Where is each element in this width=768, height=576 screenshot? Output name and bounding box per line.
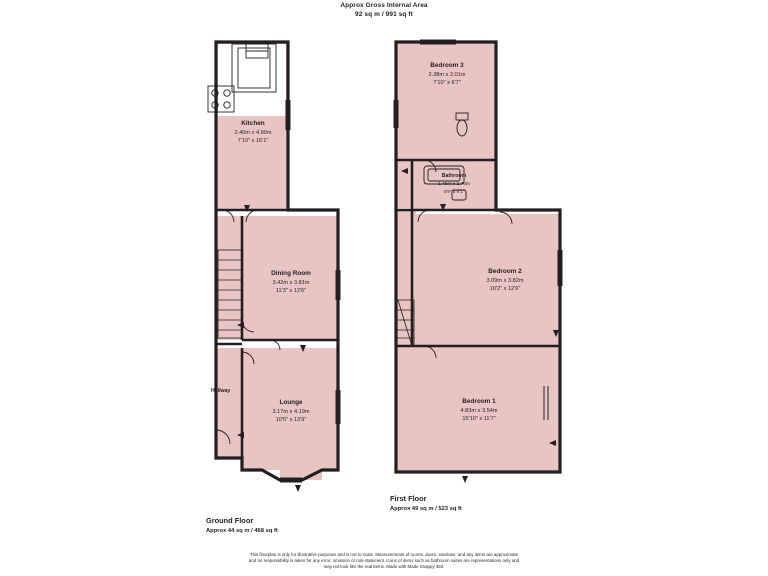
kitchen-sink-icon bbox=[246, 44, 268, 58]
kitchen-dim-imperial: 7'10" x 16'1" bbox=[237, 138, 269, 145]
ground-floor-caption bbox=[206, 516, 278, 534]
bathroom-name: Bathroom bbox=[441, 173, 467, 179]
kitchen-hob-icon bbox=[208, 86, 234, 112]
first-floor-view-arrows bbox=[401, 168, 559, 483]
dining-room-name: Dining Room bbox=[271, 270, 311, 277]
kitchen-dim-metric: 2.40m x 4.90m bbox=[234, 129, 272, 136]
toilet-icon bbox=[456, 113, 468, 136]
first-floor-windows bbox=[394, 40, 562, 420]
room-label-bedroom-1 bbox=[434, 398, 524, 424]
room-label-bathroom bbox=[411, 172, 497, 198]
first-floor-area: Approx 49 sq m / 523 sq ft bbox=[390, 506, 462, 512]
disclaimer-line-3: may not look like the real items. Made with Made Snappy 360. bbox=[323, 564, 445, 570]
bedroom2-dim-metric: 3.09m x 3.82m bbox=[486, 277, 524, 284]
kitchen-name: Kitchen bbox=[241, 120, 265, 127]
disclaimer bbox=[0, 552, 768, 571]
lounge-dim-imperial: 10'5" x 13'9" bbox=[275, 417, 307, 424]
ground-floor-view-arrows bbox=[237, 205, 306, 492]
room-label-kitchen bbox=[213, 120, 293, 146]
bedroom3-name: Bedroom 3 bbox=[430, 62, 464, 69]
room-label-hallway: Hallway bbox=[211, 388, 231, 394]
header-line-2: 92 sq m / 991 sq ft bbox=[355, 10, 413, 18]
room-label-bedroom-3 bbox=[404, 62, 490, 88]
first-floor-caption bbox=[390, 494, 462, 512]
first-floor-title: First Floor bbox=[390, 494, 427, 503]
header-line-1: Approx Gross Internal Area bbox=[340, 2, 428, 9]
dining-room-dim-metric: 3.42m x 3.81m bbox=[272, 279, 310, 286]
lounge-dim-metric: 3.17m x 4.19m bbox=[272, 408, 310, 415]
bathroom-dim-imperial: 4'9" x 9'1" bbox=[443, 190, 465, 196]
bedroom3-dim-metric: 2.38m x 2.01m bbox=[428, 71, 466, 78]
bedroom2-name: Bedroom 2 bbox=[488, 268, 522, 275]
bathroom-dim-metric: 1.46m x 2.76m bbox=[438, 181, 470, 187]
ground-floor-area: Approx 44 sq m / 468 sq ft bbox=[206, 528, 278, 534]
bedroom1-dim-metric: 4.83m x 3.54m bbox=[460, 407, 498, 414]
room-label-lounge bbox=[250, 399, 332, 425]
dining-room-dim-imperial: 11'3" x 12'6" bbox=[275, 288, 307, 295]
room-label-dining-room bbox=[250, 270, 332, 296]
disclaimer-line-2: and no responsibility is taken for any error, omission or mis-statement. Icons of items such as bathroom suites are representations only and bbox=[248, 558, 520, 564]
bedroom1-dim-imperial: 15'10" x 11'7" bbox=[462, 416, 496, 423]
disclaimer-line-1: This floorplan is only for illustrative purposes and is not to scale. Measurements of rooms, doors, windows, and any items are approximate bbox=[249, 552, 519, 557]
ground-floor-title: Ground Floor bbox=[206, 516, 254, 525]
bedroom3-dim-imperial: 7'10" x 6'7" bbox=[433, 80, 461, 87]
room-label-bedroom-2 bbox=[462, 268, 548, 294]
bedroom1-name: Bedroom 1 bbox=[462, 398, 496, 405]
bedroom2-dim-imperial: 10'2" x 12'6" bbox=[489, 286, 521, 293]
lounge-name: Lounge bbox=[279, 399, 303, 406]
